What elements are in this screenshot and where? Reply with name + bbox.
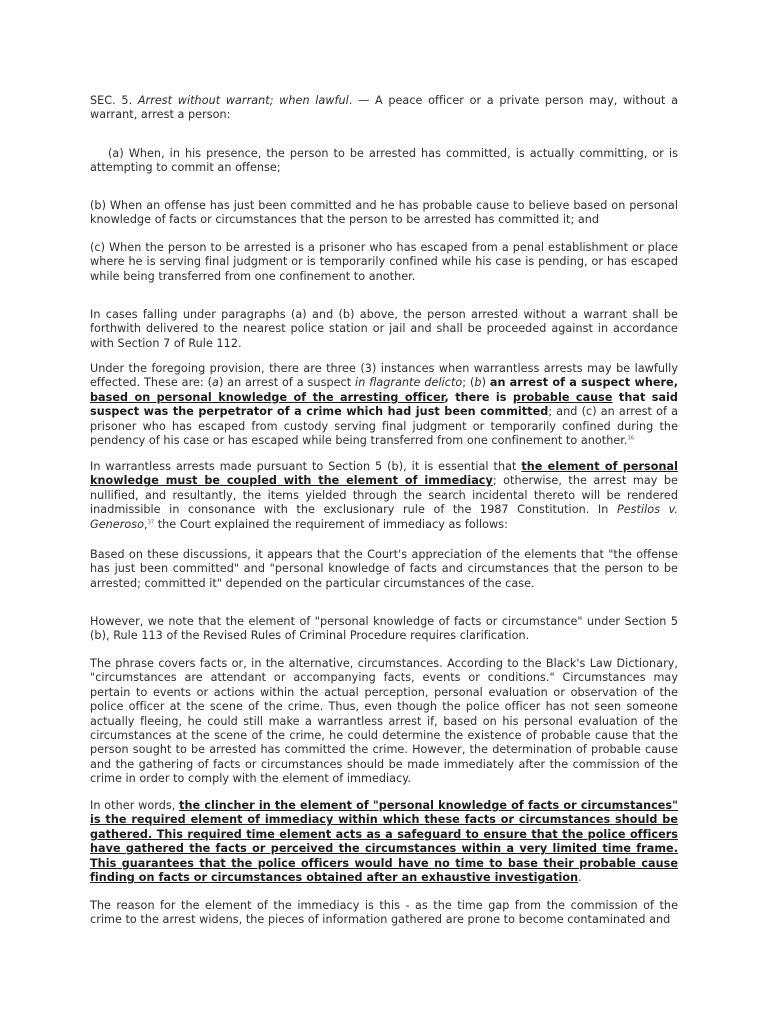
- bold-run: that said suspect was the perpetrator of a crime which had just been committed: [90, 390, 678, 419]
- bold-run: an arrest of a suspect where,: [489, 376, 678, 390]
- section-title: Arrest without warrant; when lawful: [137, 94, 349, 107]
- text-run: In other words,: [90, 799, 180, 812]
- bold-underlined-run: the clincher in the element of "personal knowledge of facts or circumstances" is the required element of immediacy within which these facts or circumstances should be gathered. This required time element acts as a safeguard to ensure that the police officers have gathered the facts or perceived the circumstances within a very limited time frame. This guarantees that the police officers would have no time to base their probable cause finding on facts or circumstances obtained after an exhaustive investigation: [90, 799, 679, 885]
- paragraph-discussions: Based on these discussions, it appears that the Court's appreciation of the elements that "the offense has just been committed" and "personal knowledge of facts and circumstances that the person to be arrested; committed it" depended on the particular circumstances of the case.: [90, 548, 678, 590]
- paragraph-cases: In cases falling under paragraphs (a) and (b) above, the person arrested without a warrant shall be forthwith delivered to the nearest police station or jail and shall be proceeded against in accordance with Section 7 of Rule 112.: [90, 308, 678, 350]
- italic-term: in flagrante delicto: [355, 376, 463, 390]
- paragraph-reason: The reason for the element of the immediacy is this - as the time gap from the commission of the crime to the arrest widens, the pieces of information gathered are prone to become contaminated and: [90, 899, 678, 927]
- bold-underlined-run: based on personal knowledge of the arresting officer: [90, 390, 445, 404]
- text-run: the Court explained the requirement of immediacy as follows:: [154, 517, 508, 531]
- paragraph-a: (a) When, in his presence, the person to be arrested has committed, is actually committing, or is attempting to commit an offense;: [90, 147, 678, 175]
- section-label: SEC. 5.: [90, 94, 133, 107]
- text-run: .: [578, 871, 582, 885]
- paragraph-b: (b) When an offense has just been committed and he has probable cause to believe based on personal knowledge of facts or circumstances that the person to be arrested has committed it; and: [90, 199, 678, 227]
- bold-run: , there is: [444, 390, 513, 404]
- section-heading-paragraph: [90, 94, 678, 123]
- text-run: Under the foregoing provision, there are three (3) instances when warrantless arrests may be lawfully effected. These are: (: [90, 362, 678, 390]
- text-run: ,: [144, 517, 148, 531]
- paragraph-phrase: The phrase covers facts or, in the alternative, circumstances. According to the Black's Law Dictionary, "circumstances are attendant or accompanying facts, events or conditions." Circumstances may pertain to events or actions within the actual perception, personal evaluation or observation of the police officer at the scene of the crime. Thus, even though the police officer has not seen someone actually fleeing, he could still make a warrantless arrest if, based on his personal evaluation of the circumstances at the scene of the crime, he could determine the existence of probable cause that the person sought to be arrested has committed the crime. However, the determination of probable cause and the gathering of facts or circumstances should be made immediately after the commission of the crime in order to comply with the element of immediacy.: [90, 657, 678, 786]
- italic-run: b: [474, 376, 482, 390]
- footnote-marker: 36: [627, 435, 635, 442]
- bold-underlined-run: probable cause: [512, 390, 613, 404]
- text-run: ; otherwise, the arrest may be nullified, and resultantly, the items yielded through the search incidental thereto will be rendered inadmissible in consonance with the exclusionary rule of the 1987 Constitution. In: [90, 474, 678, 517]
- paragraph-c: (c) When the person to be arrested is a prisoner who has escaped from a penal establishment or place where he is serving final judgment or is temporarily confined while his case is pending, or has escaped while being transferred from one confinement to another.: [90, 241, 678, 283]
- paragraph-three-instances: [90, 362, 678, 448]
- em-dash: . —: [348, 94, 375, 107]
- text-run: In warrantless arrests made pursuant to Section 5 (b), it is essential that: [90, 460, 522, 473]
- italic-run: a: [212, 376, 219, 390]
- footnote-marker: 37: [147, 518, 155, 525]
- text-run: ; (: [462, 376, 475, 390]
- text-run: ) an arrest of a suspect: [218, 376, 356, 390]
- bold-underlined-run: the element of personal knowledge must be coupled with the element of immediacy: [90, 460, 678, 488]
- text-run: ; and (c) an arrest of a prisoner who has escaped from custody serving final judgment or temporarily confined during the pendency of his case or has escaped while being transferred from one confinement to another.: [90, 405, 678, 448]
- section-text: A peace officer or a private person may, without a warrant, arrest a person:: [90, 94, 678, 122]
- text-run: ): [481, 376, 490, 390]
- paragraph-clarification: However, we note that the element of "personal knowledge of facts or circumstance" under Section 5 (b), Rule 113 of the Revised Rules of Criminal Procedure requires clarification.: [90, 615, 678, 643]
- paragraph-immediacy: [90, 460, 678, 532]
- case-name: Pestilos v. Generoso: [90, 503, 678, 531]
- paragraph-clincher: [90, 799, 678, 885]
